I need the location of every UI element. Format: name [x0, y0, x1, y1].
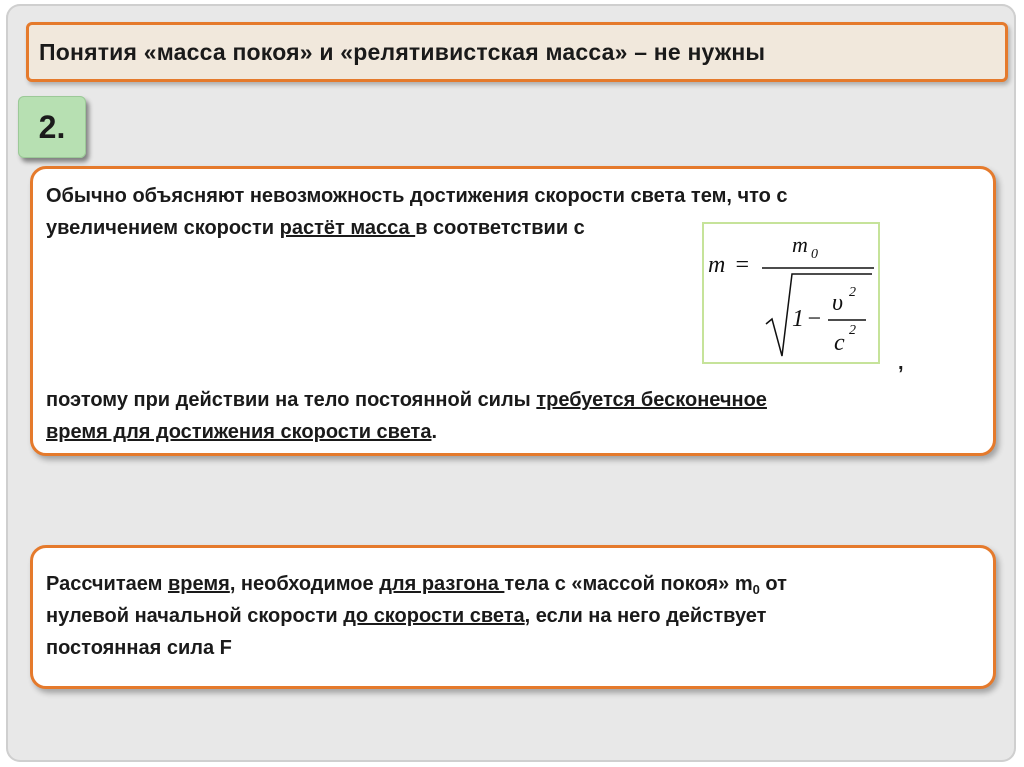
formula-m: m	[708, 252, 726, 278]
card1-line-2	[46, 212, 585, 244]
card1-line-3	[46, 384, 767, 416]
formula-one: 1	[792, 306, 804, 332]
card1-line-2-end: в соответствии с	[415, 217, 585, 239]
card2-line-1-f: от	[759, 573, 787, 595]
section-number: 2.	[38, 108, 66, 145]
card2-line-2-c: , если на него действует	[524, 605, 767, 627]
formula-c: c	[834, 330, 845, 356]
card2-line-2-a: нулевой начальной скорости	[46, 605, 344, 627]
formula-trailing-comma: ,	[898, 352, 904, 374]
formula-equals: =	[734, 252, 751, 278]
formula-m0: m	[792, 232, 808, 257]
formula-v-exp: 2	[849, 285, 856, 300]
card2-line-3-text: постоянная сила F	[46, 637, 232, 659]
card2-underlined-time: время	[167, 573, 230, 595]
card1-line-2-start: увеличением скорости	[46, 217, 280, 239]
card2-m0-subscript: 0	[752, 582, 760, 597]
card1-underlined-mass-grows: растёт масса	[279, 217, 416, 239]
card1-underlined-infinite-time-a: требуется бесконечное	[536, 389, 767, 411]
card2-line-2	[46, 600, 766, 632]
card1-line-1-text: Обычно объясняют невозможность достижения скорости света тем, что с	[46, 185, 788, 207]
card2-line-1-c: , необходимое	[229, 573, 380, 595]
card1-line-4	[46, 416, 437, 448]
title-banner	[26, 22, 1008, 82]
card2-line-3	[46, 632, 232, 664]
formula-minus: −	[806, 306, 823, 332]
card1-line-3-start: поэтому при действии на тело постоянной силы	[46, 389, 537, 411]
section-number-badge	[18, 96, 86, 158]
formula-m0-sub: 0	[811, 247, 818, 262]
card1-line-1	[46, 180, 788, 212]
relativistic-mass-formula	[702, 222, 880, 364]
formula-v: υ	[832, 290, 844, 316]
slide-title: Понятия «масса покоя» и «релятивистская масса» – не нужны	[39, 38, 766, 65]
formula-c-exp: 2	[849, 323, 856, 338]
formula-graphic	[704, 224, 878, 362]
card2-underlined-for-acceleration: для разгона	[379, 573, 505, 595]
card1-underlined-infinite-time-b: время для достижения скорости света	[46, 421, 432, 443]
card2-underlined-to-light-speed: до скорости света	[343, 605, 525, 627]
card2-line-1-e: тела с «массой покоя» m	[504, 573, 753, 595]
card1-line-4-end: .	[431, 421, 438, 443]
card2-line-1-a: Рассчитаем	[46, 573, 168, 595]
